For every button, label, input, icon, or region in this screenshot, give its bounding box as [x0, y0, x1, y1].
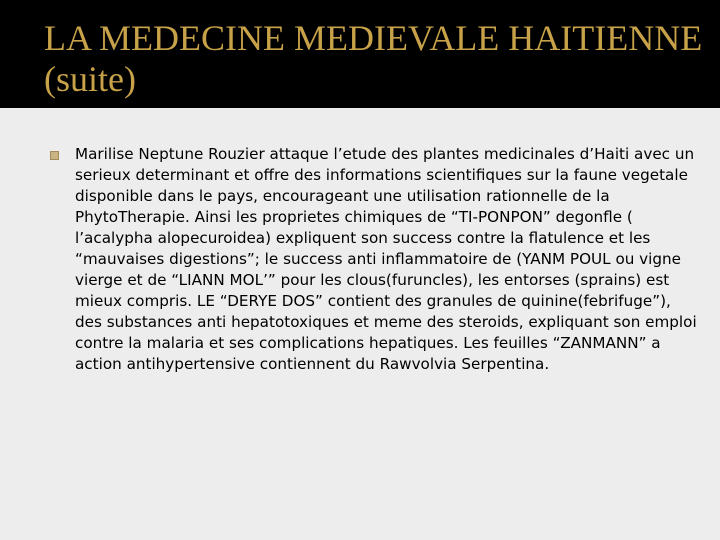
- square-bullet-icon: [50, 151, 59, 160]
- slide-title: LA MEDECINE MEDIEVALE HAITIENNE (suite): [44, 18, 703, 99]
- bullet-item: [50, 144, 700, 375]
- bullet-text: Marilise Neptune Rouzier attaque l’etude des plantes medicinales d’Haiti avec un serieux determinant et offre des informations scientifiques sur la faune vegetale disponible dans le pays, encourageant une utilisation rationnelle de la PhytoTherapie. Ainsi les proprietes chimiques de “TI-PONPON” degonfle ( l’acalypha alopecuroidea) expliquent son success contre la flatulence et les “mauvaises digestions”; le success anti inflammatoire de (YANM POUL ou vigne vierge et de “LIANN MOL’” pour les clous(furuncles), les entorses (sprains) est mieux compris. LE “DERYE DOS” contient des granules de quinine(febrifuge”), des substances anti hepatotoxiques et meme des steroids, expliquant son emploi contre la malaria et ses complications hepatiques. Les feuilles “ZANMANN” a action antihypertensive contiennent du Rawvolvia Serpentina.: [75, 145, 697, 373]
- title-bar: [0, 0, 720, 108]
